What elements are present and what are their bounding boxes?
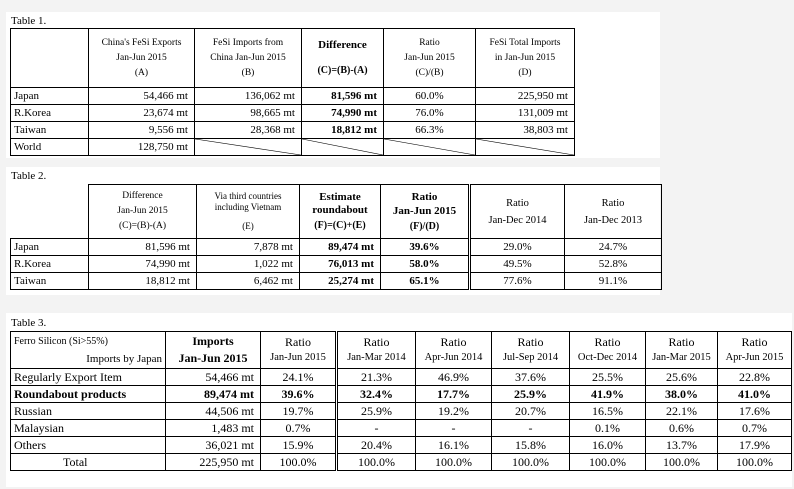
header-line: Jan-Jun 2015	[270, 352, 326, 363]
table-cell: 0.7%	[718, 420, 792, 437]
header-line: Jan-Mar 2015	[652, 352, 711, 363]
empty-cell	[195, 139, 302, 156]
header-line: Ratio	[517, 335, 544, 349]
table2-header	[381, 185, 470, 239]
header-line: Via third countries	[214, 191, 282, 201]
table1-header	[476, 29, 575, 88]
table-cell: 15.9%	[261, 437, 337, 454]
header-line: Jan-Dec 2013	[583, 214, 643, 226]
table-cell: 136,062 mt	[195, 88, 302, 105]
table-cell: 41.0%	[718, 386, 792, 403]
table1-header	[89, 29, 195, 88]
header-line: (B)	[241, 67, 255, 78]
empty-cell	[476, 139, 575, 156]
table-cell: 100.0%	[337, 454, 416, 471]
table3-caption: Table 3.	[11, 317, 47, 329]
table2-caption: Table 2.	[11, 170, 47, 182]
table2-corner	[11, 185, 89, 239]
table-cell: 38,803 mt	[476, 122, 575, 139]
table-cell: 66.3%	[384, 122, 476, 139]
diagonal-line	[384, 139, 475, 155]
table-cell: 16.5%	[570, 403, 646, 420]
table-cell: 74,990 mt	[302, 105, 384, 122]
table-cell: 0.6%	[646, 420, 718, 437]
header-line: Ratio	[506, 197, 529, 209]
table-cell: 100.0%	[261, 454, 337, 471]
table-cell: 17.6%	[718, 403, 792, 420]
table-cell: 15.8%	[492, 437, 570, 454]
table-cell: 131,009 mt	[476, 105, 575, 122]
table-cell: 0.7%	[261, 420, 337, 437]
table-cell: 20.4%	[337, 437, 416, 454]
corner-line: Ferro Silicon (Si>55%)	[14, 335, 108, 347]
table-cell: 74,990 mt	[89, 256, 197, 273]
diagonal-line	[476, 139, 574, 155]
table-cell: 100.0%	[416, 454, 492, 471]
table-row	[11, 454, 792, 471]
table-row	[11, 139, 575, 156]
table-cell: 19.7%	[261, 403, 337, 420]
header-line: Jan-Jun 2015	[178, 351, 248, 365]
table-row	[11, 437, 792, 454]
table-cell: 58.0%	[381, 256, 470, 273]
table-cell: 91.1%	[565, 273, 662, 290]
header-line: Ratio	[419, 37, 440, 48]
table-cell: 65.1%	[381, 273, 470, 290]
table-cell: 52.8%	[565, 256, 662, 273]
table1-header	[384, 29, 476, 88]
row-label: Taiwan	[11, 273, 89, 290]
table-cell: 100.0%	[718, 454, 792, 471]
header-line: Ratio	[668, 335, 695, 349]
table-cell: 100.0%	[492, 454, 570, 471]
table-cell: 22.8%	[718, 369, 792, 386]
header-line: China's FeSi Exports	[101, 37, 182, 48]
header-line: (C)=(B)-(A)	[317, 65, 368, 76]
header-line: Jul-Sep 2014	[502, 352, 559, 363]
table-cell: 41.9%	[570, 386, 646, 403]
row-label: Japan	[11, 88, 89, 105]
header-line: (D)	[518, 67, 532, 78]
header-line: Apr-Jun 2015	[725, 352, 784, 363]
header-line: Ratio	[601, 197, 625, 209]
table-row	[11, 386, 792, 403]
table-cell: 9,556 mt	[89, 122, 195, 139]
table-row	[11, 369, 792, 386]
table-cell: 39.6%	[381, 239, 470, 256]
table-cell: 38.0%	[646, 386, 718, 403]
table3-header-row	[11, 332, 792, 369]
row-label: Japan	[11, 239, 89, 256]
table-cell: 24.7%	[565, 239, 662, 256]
table-cell: 6,462 mt	[197, 273, 300, 290]
table-cell: 76,013 mt	[300, 256, 381, 273]
table-cell: 54,466 mt	[89, 88, 195, 105]
header-line: Ratio	[440, 335, 467, 349]
header-line: Ratio	[411, 190, 438, 203]
table-row	[11, 273, 662, 290]
table2-header	[565, 185, 662, 239]
table-cell: 225,950 mt	[166, 454, 261, 471]
header-line: Jan-Dec 2014	[488, 214, 547, 226]
table-cell: 17.7%	[416, 386, 492, 403]
diagonal-line	[195, 139, 301, 155]
table-cell: 20.7%	[492, 403, 570, 420]
header-line: Jan-Jun 2015	[117, 206, 168, 216]
header-line: Apr-Jun 2014	[424, 352, 483, 363]
table3-header	[646, 332, 718, 369]
header-line: Jan-Jun 2015	[404, 52, 455, 63]
row-label: Malaysian	[11, 420, 166, 437]
table-cell: 13.7%	[646, 437, 718, 454]
table-cell: 23,674 mt	[89, 105, 195, 122]
table-cell: 7,878 mt	[197, 239, 300, 256]
header-line: including Vietnam	[214, 202, 282, 212]
table-cell: 25.9%	[492, 386, 570, 403]
table-cell: 39.6%	[261, 386, 337, 403]
table-cell: 0.1%	[570, 420, 646, 437]
diagonal-line	[302, 139, 383, 155]
header-line: (E)	[242, 221, 254, 231]
header-line: Ratio	[363, 335, 390, 349]
table-cell: 16.1%	[416, 437, 492, 454]
table-cell: 81,596 mt	[302, 88, 384, 105]
table-cell: 21.3%	[337, 369, 416, 386]
table1-header	[195, 29, 302, 88]
header-line: China Jan-Jun 2015	[210, 52, 286, 63]
header-line: (C)/(B)	[415, 67, 444, 78]
table-cell: 49.5%	[470, 256, 565, 273]
table3-header	[492, 332, 570, 369]
row-label: Total	[11, 454, 166, 471]
header-line: Jan-Jun 2015	[116, 52, 167, 63]
table-cell: 32.4%	[337, 386, 416, 403]
header-line: Imports	[192, 334, 234, 348]
row-label: Regularly Export Item	[11, 369, 166, 386]
table-cell: 19.2%	[416, 403, 492, 420]
table-cell: 46.9%	[416, 369, 492, 386]
table-cell: 100.0%	[646, 454, 718, 471]
table-cell: -	[416, 420, 492, 437]
table-cell: 16.0%	[570, 437, 646, 454]
table-cell: 37.6%	[492, 369, 570, 386]
row-label: Russian	[11, 403, 166, 420]
table3-header	[166, 332, 261, 369]
table-cell: 29.0%	[470, 239, 565, 256]
table-cell: 44,506 mt	[166, 403, 261, 420]
table-row	[11, 256, 662, 273]
table3-corner	[11, 332, 166, 369]
table-cell: 18,812 mt	[89, 273, 197, 290]
table-cell: 25.9%	[337, 403, 416, 420]
table1-header	[302, 29, 384, 88]
table-cell: 1,483 mt	[166, 420, 261, 437]
row-label: Taiwan	[11, 122, 89, 139]
table2-header	[197, 185, 300, 239]
table-cell: 25,274 mt	[300, 273, 381, 290]
table3-header	[718, 332, 792, 369]
table-cell: 25.5%	[570, 369, 646, 386]
table-cell: -	[492, 420, 570, 437]
row-label: Roundabout products	[11, 386, 166, 403]
header-line: (C)=(B)-(A)	[118, 221, 167, 231]
header-line: Ratio	[285, 335, 311, 349]
row-label: Others	[11, 437, 166, 454]
header-line: FeSi Imports from	[212, 37, 284, 48]
table1-caption: Table 1.	[11, 15, 47, 27]
table-cell: 76.0%	[384, 105, 476, 122]
empty-cell	[384, 139, 476, 156]
table-cell: 128,750 mt	[89, 139, 195, 156]
header-line: (A)	[134, 67, 149, 78]
table-cell: 24.1%	[261, 369, 337, 386]
header-line: Difference	[122, 191, 163, 201]
empty-cell	[302, 139, 384, 156]
table-row	[11, 403, 792, 420]
header-line: Ratio	[741, 335, 768, 349]
table-row	[11, 420, 792, 437]
table-cell: 60.0%	[384, 88, 476, 105]
header-line: Jan-Mar 2014	[347, 352, 406, 363]
table2	[10, 184, 662, 290]
header-line: Difference	[318, 39, 367, 51]
table-row	[11, 88, 575, 105]
table-cell: 81,596 mt	[89, 239, 197, 256]
table2-header	[300, 185, 381, 239]
table3-header	[416, 332, 492, 369]
table-cell: 1,022 mt	[197, 256, 300, 273]
table3	[10, 331, 792, 471]
table3-header	[261, 332, 337, 369]
table-cell: 98,665 mt	[195, 105, 302, 122]
table-row	[11, 239, 662, 256]
header-line: Jan-Jun 2015	[392, 204, 457, 217]
table-cell: 17.9%	[718, 437, 792, 454]
table-cell: 54,466 mt	[166, 369, 261, 386]
header-line: Estimate	[319, 191, 361, 203]
table-row	[11, 122, 575, 139]
row-label: R.Korea	[11, 256, 89, 273]
table2-header-row	[11, 185, 662, 239]
header-line: in Jan-Jun 2015	[494, 52, 556, 63]
header-line: (F)/(D)	[409, 220, 440, 232]
table-cell: 28,368 mt	[195, 122, 302, 139]
table-cell: 18,812 mt	[302, 122, 384, 139]
table-row	[11, 105, 575, 122]
table-cell: 25.6%	[646, 369, 718, 386]
header-line: Oct-Dec 2014	[577, 352, 638, 363]
header-line: FeSi Total Imports	[489, 37, 561, 48]
table-cell: 36,021 mt	[166, 437, 261, 454]
table-cell: 77.6%	[470, 273, 565, 290]
table1	[10, 28, 575, 156]
corner-line: Imports by Japan	[86, 352, 162, 365]
table-cell: 225,950 mt	[476, 88, 575, 105]
row-label: World	[11, 139, 89, 156]
table-cell: 89,474 mt	[300, 239, 381, 256]
table1-corner	[11, 29, 89, 88]
table3-header	[337, 332, 416, 369]
table3-header	[570, 332, 646, 369]
table2-header	[89, 185, 197, 239]
table-cell: 22.1%	[646, 403, 718, 420]
table-cell: 100.0%	[570, 454, 646, 471]
header-line: roundabout	[312, 204, 368, 216]
table-cell: 89,474 mt	[166, 386, 261, 403]
header-line: (F)=(C)+(E)	[314, 220, 366, 231]
table2-header	[470, 185, 565, 239]
table-cell: -	[337, 420, 416, 437]
row-label: R.Korea	[11, 105, 89, 122]
table1-header-row	[11, 29, 575, 88]
header-line: Ratio	[594, 335, 621, 349]
